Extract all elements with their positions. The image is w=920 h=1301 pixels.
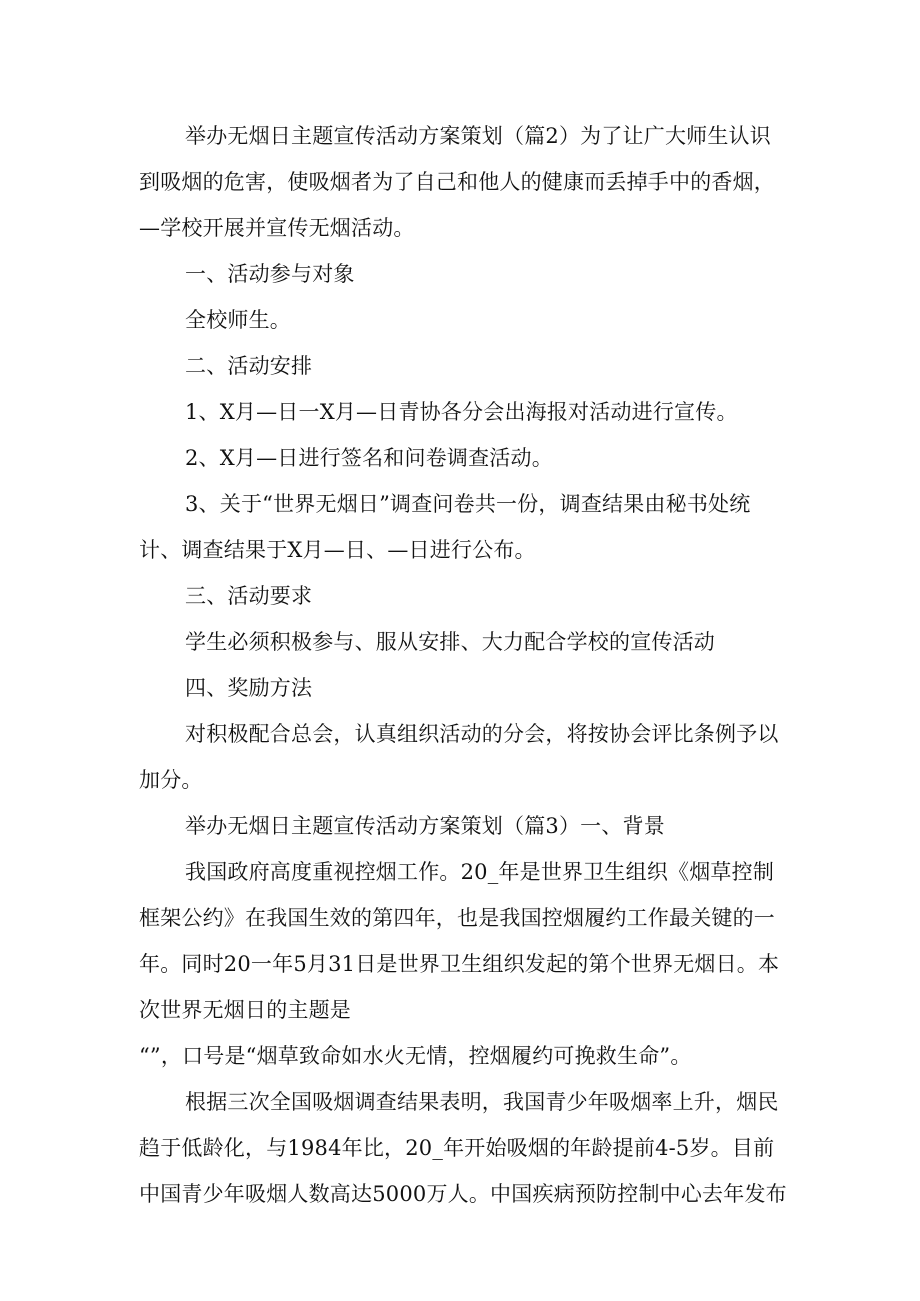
paragraph-line: 到吸烟的危害，使吸烟者为了自己和他人的健康而丢掉手中的香烟，	[139, 170, 775, 194]
paragraph-line: 对积极配合总会，认真组织活动的分会，将按协会评比条例予以	[185, 722, 779, 746]
section-heading: 二、活动安排	[185, 354, 313, 378]
paragraph-line: 加分。	[139, 768, 203, 792]
paragraph-line: 年。同时20一年5月31日是世界卫生组织发起的第个世界无烟日。本	[139, 952, 780, 976]
paragraph-line: 趋于低龄化，与1984年比，20_年开始吸烟的年龄提前4-5岁。目前	[139, 1136, 775, 1160]
paragraph-line: 根据三次全国吸烟调查结果表明，我国青少年吸烟率上升，烟民	[185, 1090, 779, 1114]
list-item: 3、关于“世界无烟日”调查问卷共一份，调查结果由秘书处统	[185, 492, 751, 516]
section-heading: 三、活动要求	[185, 584, 313, 608]
paragraph-line: “”，口号是“烟草致命如水火无情，控烟履约可挽救生命”。	[139, 1044, 692, 1068]
paragraph-line: 学生必须积极参与、服从安排、大力配合学校的宣传活动	[185, 630, 715, 654]
paragraph-line: 举办无烟日主题宣传活动方案策划（篇2）为了让广大师生认识	[185, 124, 771, 148]
paragraph-line: 全校师生。	[185, 308, 291, 332]
list-item: 2、X月—日进行签名和问卷调查活动。	[185, 446, 553, 470]
section-heading: 四、奖励方法	[185, 676, 313, 700]
paragraph-line: 中国青少年吸烟人数高达5000万人。中国疾病预防控制中心去年发布	[139, 1182, 787, 1206]
paragraph-line: 计、调查结果于X月—日、—日进行公布。	[139, 538, 536, 562]
paragraph-line: 框架公约》在我国生效的第四年，也是我国控烟履约工作最关键的一	[139, 906, 775, 930]
paragraph-line: 次世界无烟日的主题是	[139, 998, 351, 1022]
section-heading: 一、活动参与对象	[185, 262, 355, 286]
document-body	[139, 113, 799, 1217]
section-title: 举办无烟日主题宣传活动方案策划（篇3）一、背景	[185, 814, 665, 838]
paragraph-line: —学校开展并宣传无烟活动。	[139, 216, 415, 240]
list-item: 1、X月—日一X月—日青协各分会出海报对活动进行宣传。	[185, 400, 738, 424]
paragraph-line: 我国政府高度重视控烟工作。20_年是世界卫生组织《烟草控制	[185, 860, 775, 884]
